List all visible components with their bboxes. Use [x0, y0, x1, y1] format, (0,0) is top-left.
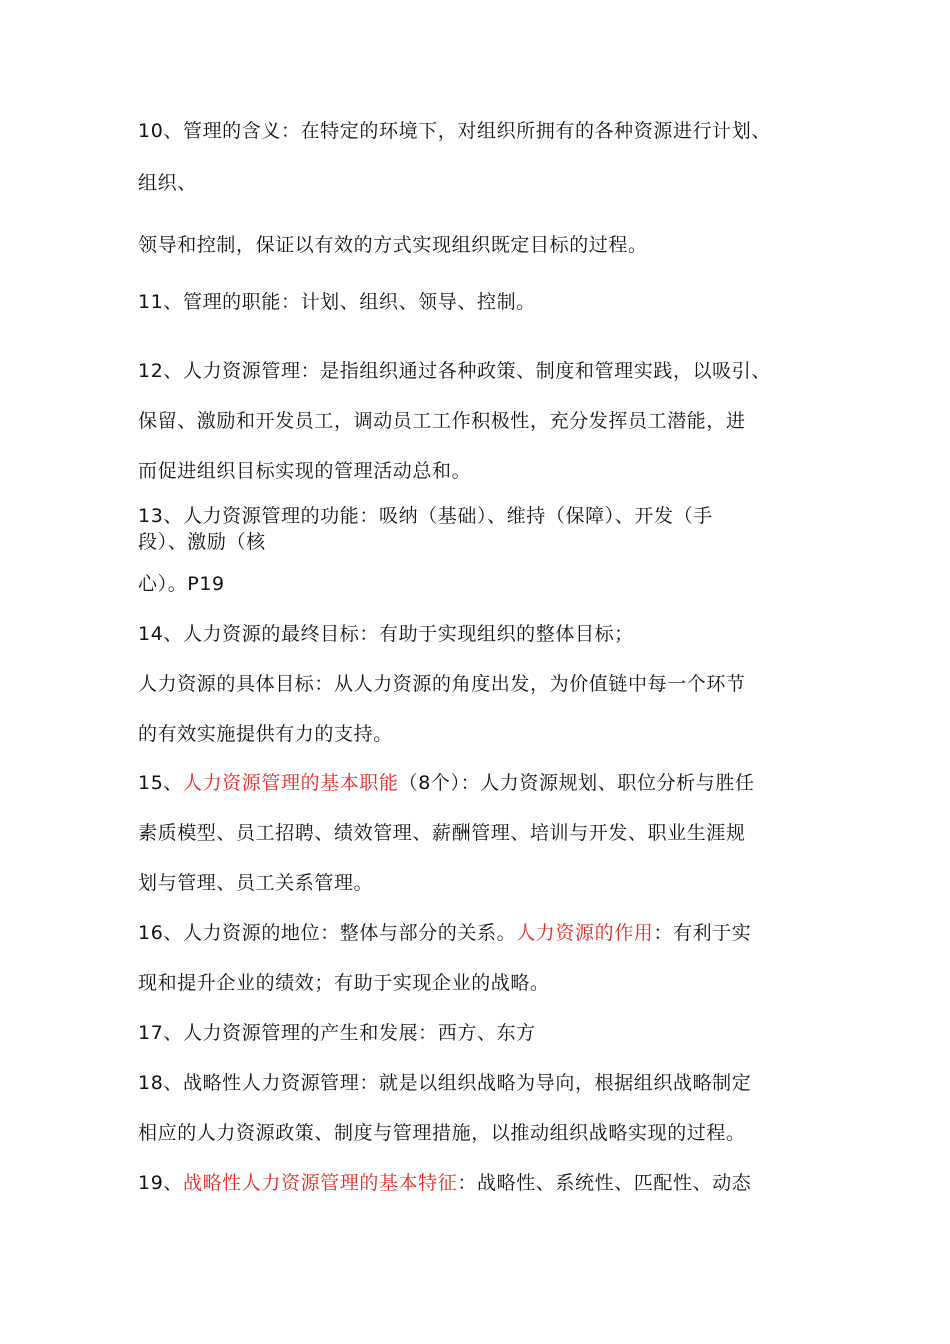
text-line-18-cont: 相应的人力资源政策、制度与管理措施，以推动组织战略实现的过程。 — [138, 1122, 746, 1144]
text-line-14-specific-goal: 人力资源的具体目标：从人力资源的角度出发，为价值链中每一个环节 — [138, 673, 746, 695]
text-line-10-cont-1: 组织、 — [138, 172, 197, 194]
text-line-11-functions: 11、管理的职能：计划、组织、领导、控制。 — [138, 291, 536, 313]
text-line-13-cont-1: 段）、激励（核 — [138, 531, 266, 553]
line-19-highlight: 战略性人力资源管理的基本特征 — [182, 1172, 458, 1194]
text-line-10-cont-2: 领导和控制，保证以有效的方式实现组织既定目标的过程。 — [138, 234, 648, 256]
text-line-15-basic-duties — [138, 770, 755, 796]
text-line-16-cont: 现和提升企业的绩效；有助于实现企业的战略。 — [138, 972, 550, 994]
text-line-17-origin: 17、人力资源管理的产生和发展：西方、东方 — [138, 1022, 536, 1044]
text-line-12-cont-1: 保留、激励和开发员工，调动员工工作积极性，充分发挥员工潜能，进 — [138, 410, 746, 432]
line-15-highlight: 人力资源管理的基本职能 — [182, 772, 399, 794]
text-line-13-cont-2: 心）。P19 — [138, 573, 225, 595]
line-19-prefix: 19、 — [138, 1172, 183, 1194]
text-line-15-cont-2: 划与管理、员工关系管理。 — [138, 872, 374, 894]
text-line-12-cont-2: 而促进组织目标实现的管理活动总和。 — [138, 460, 472, 482]
line-16-highlight: 人力资源的作用 — [516, 922, 654, 944]
text-line-14-ultimate-goal: 14、人力资源的最终目标：有助于实现组织的整体目标； — [138, 623, 634, 645]
line-19-suffix: ：战略性、系统性、匹配性、动态 — [457, 1172, 752, 1194]
text-line-15-cont-1: 素质模型、员工招聘、绩效管理、薪酬管理、培训与开发、职业生涯规 — [138, 822, 746, 844]
text-line-16-status-role — [138, 920, 751, 946]
text-line-14-cont: 的有效实施提供有力的支持。 — [138, 723, 393, 745]
text-line-18-strategic-hrm: 18、战略性人力资源管理：就是以组织战略为导向，根据组织战略制定 — [138, 1072, 752, 1094]
line-16-suffix: ：有利于实 — [653, 922, 752, 944]
text-line-12-hrm-definition: 12、人力资源管理：是指组织通过各种政策、制度和管理实践，以吸引、 — [138, 360, 771, 382]
line-15-suffix: （8个）：人力资源规划、职位分析与胜任 — [398, 772, 755, 794]
line-16-prefix: 16、人力资源的地位：整体与部分的关系。 — [138, 922, 517, 944]
line-15-prefix: 15、 — [138, 772, 183, 794]
text-line-19-characteristics — [138, 1170, 751, 1196]
text-line-10-definition: 10、管理的含义：在特定的环境下，对组织所拥有的各种资源进行计划、 — [138, 120, 771, 142]
text-line-13-hrm-functions: 13、人力资源管理的功能：吸纳（基础）、维持（保障）、开发（手 — [138, 505, 713, 527]
